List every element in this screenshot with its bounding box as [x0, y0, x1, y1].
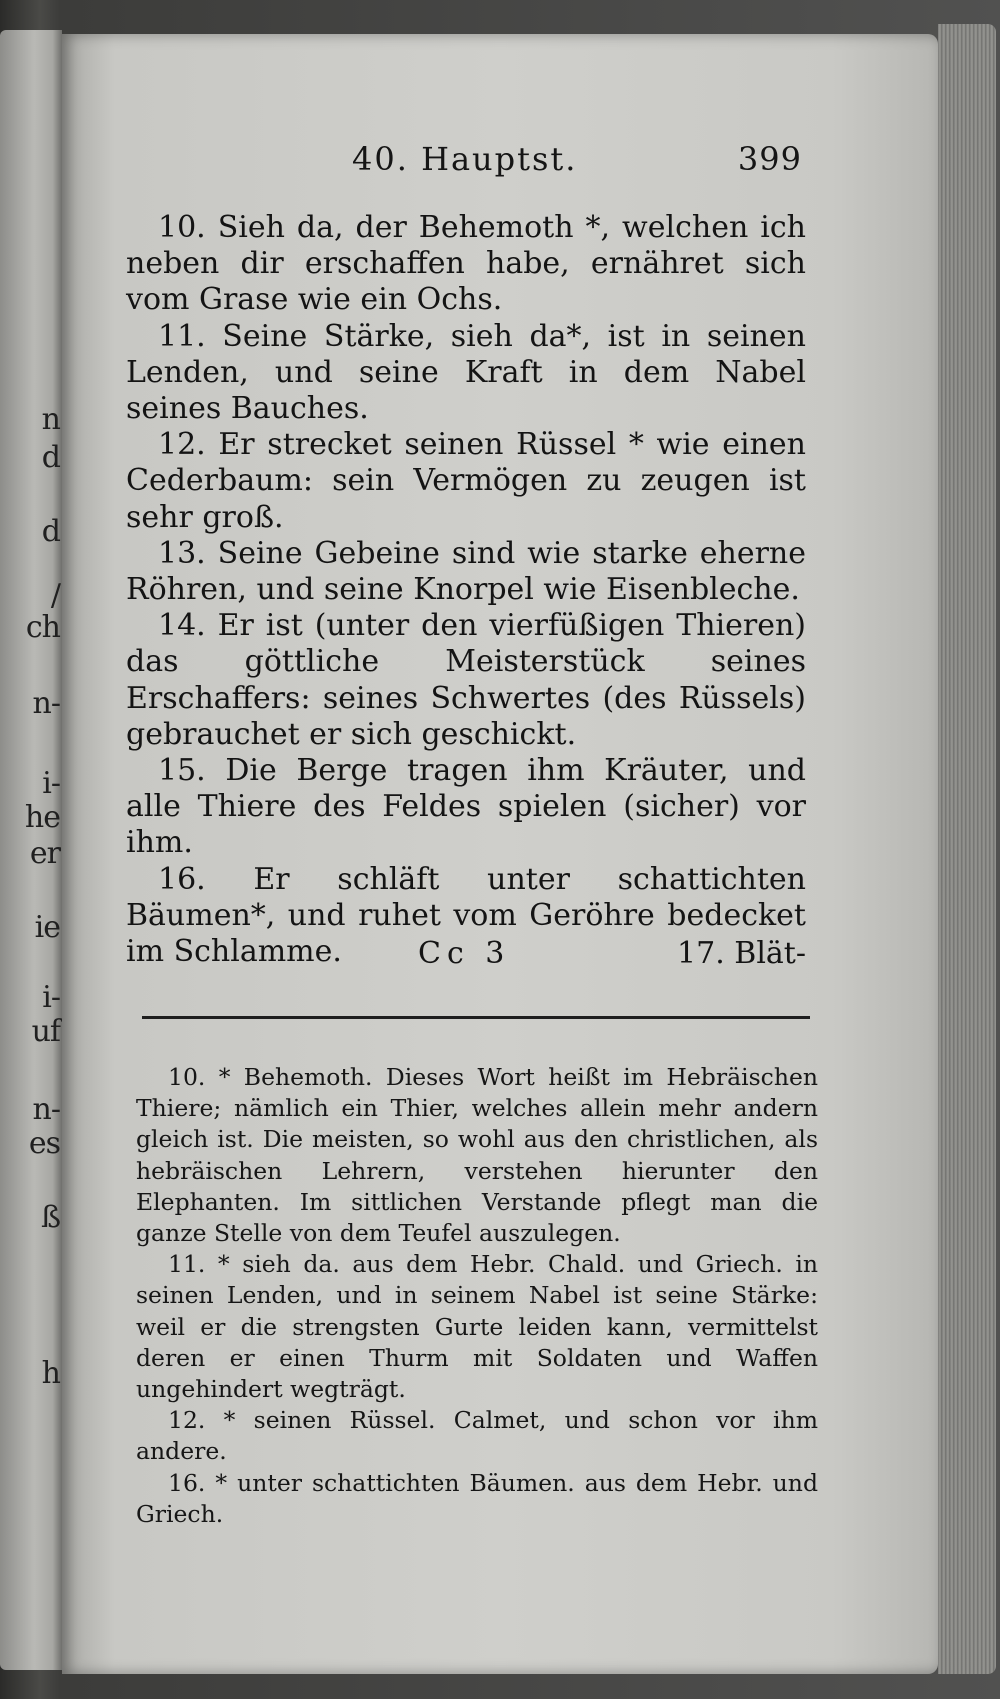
page-header	[352, 140, 802, 186]
verse-10: 10. Sieh da, der Behemoth *, welchen ich neben dir erschaffen habe, ernähret sich vom Grase wie ein Ochs.	[126, 210, 806, 318]
footnote-12: 12. * seinen Rüssel. Calmet, und schon vor ihm andere.	[136, 1406, 818, 1466]
previous-page-fragment: i-	[42, 766, 60, 801]
running-title: 40. Hauptst.	[352, 140, 578, 178]
verse-12: 12. Er strecket seinen Rüssel * wie einen Cederbaum: sein Vermögen zu zeugen ist sehr groß.	[126, 427, 806, 535]
previous-page-fragment: d	[41, 514, 60, 549]
signature-mark: Cc 3	[418, 936, 511, 971]
verse-16: 16. Er schläft unter schattichten Bäumen*, und ruhet vom Geröhre bedecket im Schlamme.	[126, 861, 806, 970]
footnote-16: 16. * unter schattichten Bäumen. aus dem Hebr. und Griech.	[136, 1468, 818, 1528]
previous-page-fragment: n-	[32, 686, 60, 721]
footnotes	[136, 1062, 818, 1530]
catchword: 17. Blät-	[677, 936, 806, 971]
previous-page-fragment: h	[41, 1356, 60, 1391]
previous-page-fragment: ch	[25, 610, 60, 645]
page-edge-stack	[938, 24, 996, 1674]
verse-15: 15. Die Berge tragen ihm Kräuter, und alle Thiere des Feldes spielen (sicher) vor ihm.	[126, 753, 806, 861]
previous-page-fragment: i-	[42, 980, 60, 1015]
page-number: 399	[737, 140, 802, 178]
previous-page-fragment: he	[24, 800, 60, 835]
previous-page-fragment: /	[50, 578, 60, 613]
previous-page-fragment: es	[28, 1126, 60, 1161]
previous-page-fragment: d	[41, 440, 60, 475]
main-text	[126, 210, 806, 970]
verse-13: 13. Seine Gebeine sind wie starke eherne Röhren, und seine Knorpel wie Eisenbleche.	[126, 535, 806, 608]
previous-page-fragment: uf	[31, 1014, 60, 1049]
footnote-rule	[142, 1016, 810, 1019]
previous-page-edge	[0, 30, 62, 1670]
footnote-11: 11. * sieh da. aus dem Hebr. Chald. und Griech. in seinen Lenden, und in seinem Nabel ist seine Stärke: weil er die strengsten Gurte leiden kann, vermittelst deren er einen Thurm mit Soldaten und Waffen ungehindert wegträgt.	[136, 1250, 818, 1404]
previous-page-fragment: er	[29, 836, 60, 871]
verse-11: 11. Seine Stärke, sieh da*, ist in seinen Lenden, und seine Kraft in dem Nabel seines Bauches.	[126, 318, 806, 427]
previous-page-fragment: ß	[40, 1200, 60, 1235]
previous-page-fragment: n	[41, 402, 60, 437]
previous-page-fragment: ie	[34, 910, 60, 945]
previous-page-fragment: n-	[32, 1092, 60, 1127]
catchline	[126, 936, 806, 976]
verse-14: 14. Er ist (unter den vierfüßigen Thieren) das göttliche Meisterstück seines Erschaffers: seines Schwertes (des Rüssels) gebrauchet er sich geschickt.	[126, 608, 806, 752]
footnote-10: 10. * Behemoth. Dieses Wort heißt im Hebräischen Thiere; nämlich ein Thier, welches allein mehr andern gleich ist. Die meisten, so wohl aus den christlichen, als hebräischen Lehrern, verstehen hierunter den Elephanten. Im sittlichen Verstande pflegt man die ganze Stelle von dem Teufel auszulegen.	[136, 1063, 818, 1248]
